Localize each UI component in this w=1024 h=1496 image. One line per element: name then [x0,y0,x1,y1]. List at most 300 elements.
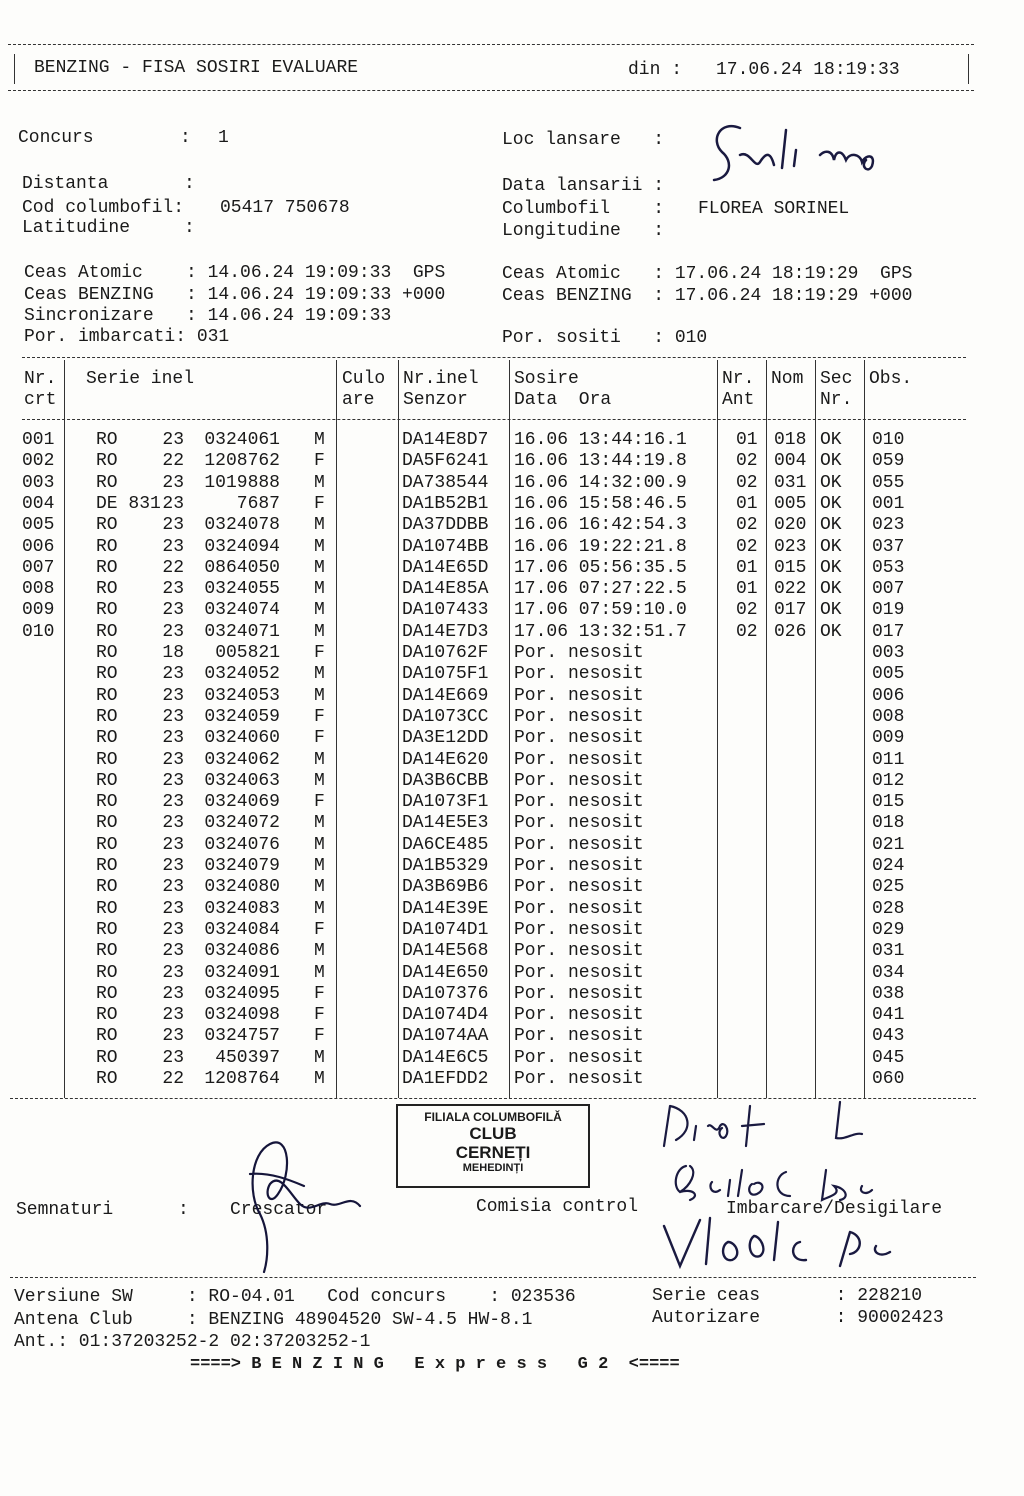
row-ring-number: 1208764 [204,1069,280,1089]
row-obs: 019 [872,600,905,621]
row-arrival: Por. nesosit [514,1069,644,1089]
row-sex: M [314,770,325,791]
row-year: 23 [162,685,184,706]
col-divider-3 [398,360,399,1098]
row-sex: M [314,579,325,600]
row-year: 23 [162,1026,184,1047]
row-arrival: Por. nesosit [514,962,644,983]
concurs-label: Concurs : [18,128,191,148]
row-arrival: 17.06 13:32:51.7 [514,621,687,642]
clock-line-2-left: Ceas BENZING : 14.06.24 19:09:33 +000 [24,285,446,305]
row-year: 23 [162,664,184,685]
row-year: 23 [162,1047,184,1068]
row-obs: 011 [872,749,905,770]
row-nr-crt: 004 [22,493,55,514]
footer-line-1-right: Serie ceas : 228210 [652,1286,923,1306]
row-sex: F [314,728,325,749]
row-year: 23 [162,600,184,621]
row-ring-number: 450397 [215,1047,280,1068]
row-sex: F [314,1005,325,1026]
row-sex: M [314,472,325,493]
row-sex: M [314,664,325,685]
row-obs: 034 [872,962,905,983]
row-arrival: Por. nesosit [514,664,644,685]
comisia-signatures [650,1096,970,1276]
row-country: RO [96,919,118,940]
longitudine-label: Longitudine : [502,221,665,241]
row-year: 23 [162,770,184,791]
header-nom: Nom [771,369,804,389]
row-country: RO [96,941,118,962]
row-sensor: DA5F6241 [402,451,489,472]
row-year: 22 [162,451,184,472]
header-sec-nr: Nr. [820,390,853,410]
row-ring-number: 0324062 [204,749,280,770]
row-country: RO [96,877,118,898]
col-divider-7 [815,360,816,1098]
row-sex: M [314,941,325,962]
row-nr-crt: 002 [22,451,55,472]
row-arrival: 16.06 19:22:21.8 [514,536,687,557]
row-nr-crt: 001 [22,430,55,450]
row-arrival: Por. nesosit [514,728,644,749]
row-ring-number: 0324063 [204,770,280,791]
clock-line-1-right: Ceas Atomic : 17.06.24 18:19:29 GPS [502,264,913,284]
row-sensor: DA6CE485 [402,834,489,855]
row-sex: M [314,685,325,706]
row-year: 23 [162,706,184,727]
clock-line-2-right: Ceas BENZING : 17.06.24 18:19:29 +000 [502,286,913,306]
row-antenna: 02 [736,515,758,536]
row-year: 23 [162,728,184,749]
footer-line-1-left: Versiune SW : RO-04.01 Cod concurs : 023536 [14,1287,576,1307]
row-year: 23 [162,962,184,983]
row-ring-number: 7687 [236,493,280,514]
data-lansarii-label: Data lansarii : [502,176,665,196]
header-top-rule [8,44,974,45]
loc-lansare-handwriting [700,110,890,190]
row-country: RO [96,1069,118,1089]
row-year: 23 [162,941,184,962]
row-country: RO [96,728,118,749]
row-country: RO [96,621,118,642]
row-obs: 007 [872,579,905,600]
row-sensor: DA1075F1 [402,664,489,685]
row-country: RO [96,813,118,834]
row-sensor: DA1074AA [402,1026,489,1047]
imbarcare-desigilare-label: Imbarcare/Desigilare [726,1199,943,1219]
row-nom: 022 [774,579,807,600]
header-sosire: Sosire [514,369,579,389]
row-country: RO [96,643,118,663]
row-arrival: 17.06 07:59:10.0 [514,600,687,621]
row-obs: 059 [872,451,905,472]
row-sec: OK [820,536,842,557]
row-year: 23 [162,749,184,770]
comisia-control-label: Comisia control [476,1197,639,1217]
row-sec: OK [820,451,842,472]
row-antenna: 01 [736,579,758,600]
row-arrival: 16.06 14:32:00.9 [514,472,687,493]
footer-line-2-right: Autorizare : 90002423 [652,1308,944,1328]
row-nom: 018 [774,430,807,450]
row-obs: 053 [872,557,905,578]
row-obs: 029 [872,919,905,940]
row-year: 23 [162,621,184,642]
signatures-bottom-rule [10,1277,976,1278]
header-culoare: Culo [342,369,386,389]
row-ring-number: 0324052 [204,664,280,685]
header-bottom-rule [8,90,974,91]
row-ring-number: 0324080 [204,877,280,898]
row-sensor: DA3B69B6 [402,877,489,898]
footer-line-2-left: Antena Club : BENZING 48904520 SW-4.5 HW-8.1 [14,1310,533,1330]
row-country: RO [96,834,118,855]
col-divider-1 [64,360,65,1098]
header-nr-crt: Nr. [24,369,57,389]
row-sec: OK [820,621,842,642]
stamp-line-3: CERNEȚI [455,1143,531,1162]
row-sensor: DA14E669 [402,685,489,706]
stamp-line-4: MEHEDINȚI [462,1162,524,1174]
row-arrival: Por. nesosit [514,1026,644,1047]
row-ring-number: 0324078 [204,515,280,536]
row-sex: M [314,600,325,621]
row-sensor: DA3E12DD [402,728,489,749]
row-year: 22 [162,1069,184,1089]
row-obs: 018 [872,813,905,834]
row-nr-crt: 007 [22,557,55,578]
row-sex: F [314,983,325,1004]
row-obs: 045 [872,1047,905,1068]
row-sec: OK [820,600,842,621]
row-nr-crt: 008 [22,579,55,600]
row-country: RO [96,770,118,791]
row-ring-number: 0324084 [204,919,280,940]
row-obs: 001 [872,493,905,514]
row-ring-number: 0324060 [204,728,280,749]
row-obs: 009 [872,728,905,749]
row-nom: 005 [774,493,807,514]
row-nr-crt: 009 [22,600,55,621]
row-sensor: DA1B52B1 [402,493,489,514]
row-sex: F [314,706,325,727]
row-year: 23 [162,919,184,940]
loc-lansare-label: Loc lansare : [502,130,665,150]
header-nr-crt-2: crt [24,390,57,410]
col-divider-2 [336,360,337,1098]
row-ring-number: 0864050 [204,557,280,578]
row-arrival: Por. nesosit [514,749,644,770]
concurs-value: 1 [218,128,229,148]
row-sensor: DA1073F1 [402,792,489,813]
row-year: 23 [162,579,184,600]
row-antenna: 02 [736,536,758,557]
row-sec: OK [820,493,842,514]
row-sensor: DA14E39E [402,898,489,919]
row-sensor: DA14E5E3 [402,813,489,834]
row-sex: F [314,643,325,663]
distanta-label: Distanta : [22,174,195,194]
header-culoare-2: are [342,390,375,410]
club-stamp [396,1104,590,1188]
row-country: RO [96,685,118,706]
row-arrival: 16.06 13:44:16.1 [514,430,687,450]
row-year: 23 [162,430,184,450]
row-year: 23 [162,792,184,813]
row-arrival: 16.06 16:42:54.3 [514,515,687,536]
col-divider-5 [717,360,718,1098]
row-arrival: Por. nesosit [514,685,644,706]
row-obs: 005 [872,664,905,685]
row-year: 23 [162,536,184,557]
col-divider-6 [766,360,767,1098]
row-year: 23 [162,898,184,919]
row-arrival: Por. nesosit [514,643,644,663]
row-ring-number: 0324053 [204,685,280,706]
row-sex: F [314,1026,325,1047]
header-nr-ant: Nr. [722,369,755,389]
row-ring-number: 005821 [215,643,280,663]
row-antenna: 02 [736,451,758,472]
row-nom: 031 [774,472,807,493]
row-country: RO [96,706,118,727]
sositi-line: Por. sositi : 010 [502,328,708,348]
row-ring-number: 0324094 [204,536,280,557]
row-ring-number: 1019888 [204,472,280,493]
header-nr-inel: Nr.inel [403,369,479,389]
row-sex: M [314,1047,325,1068]
row-obs: 012 [872,770,905,791]
col-divider-8 [864,360,865,1098]
row-nom: 023 [774,536,807,557]
row-obs: 025 [872,877,905,898]
header-ant: Ant [722,390,755,410]
row-obs: 008 [872,706,905,727]
row-arrival: Por. nesosit [514,1005,644,1026]
col-divider-4 [509,360,510,1098]
row-ring-number: 0324076 [204,834,280,855]
row-sex: F [314,792,325,813]
row-nr-crt: 005 [22,515,55,536]
cod-columbofil-value: 05417 750678 [220,198,350,218]
row-year: 23 [162,515,184,536]
row-sex: M [314,898,325,919]
row-country: RO [96,579,118,600]
row-ring-number: 0324095 [204,983,280,1004]
row-arrival: Por. nesosit [514,919,644,940]
row-arrival: 16.06 15:58:46.5 [514,493,687,514]
table-header-rule [22,419,966,420]
row-nr-crt: 003 [22,472,55,493]
row-obs: 055 [872,472,905,493]
row-arrival: 16.06 13:44:19.8 [514,451,687,472]
header-senzor: Senzor [403,390,468,410]
row-sensor: DA14E6C5 [402,1047,489,1068]
row-ring-number: 0324083 [204,898,280,919]
row-arrival: Por. nesosit [514,856,644,876]
row-country: RO [96,515,118,536]
row-year: 23 [162,1005,184,1026]
row-obs: 006 [872,685,905,706]
row-ring-number: 0324069 [204,792,280,813]
row-ring-number: 0324071 [204,621,280,642]
row-obs: 031 [872,941,905,962]
row-year: 23 [162,877,184,898]
row-year: 23 [162,813,184,834]
row-obs: 024 [872,856,905,876]
row-year: 23 [162,856,184,876]
row-arrival: Por. nesosit [514,706,644,727]
row-country: RO [96,664,118,685]
row-arrival: Por. nesosit [514,941,644,962]
row-ring-number: 0324091 [204,962,280,983]
row-sex: M [314,515,325,536]
row-arrival: Por. nesosit [514,792,644,813]
row-ring-number: 0324074 [204,600,280,621]
document-title: BENZING - FISA SOSIRI EVALUARE [34,58,359,78]
row-sex: M [314,877,325,898]
row-sex: M [314,834,325,855]
row-country: RO [96,1026,118,1047]
row-sex: M [314,536,325,557]
row-arrival: Por. nesosit [514,898,644,919]
row-ring-number: 0324079 [204,856,280,876]
row-sensor: DA1B5329 [402,856,489,876]
row-sex: M [314,430,325,450]
row-ring-number: 0324061 [204,430,280,450]
row-year: 23 [162,472,184,493]
row-antenna: 01 [736,493,758,514]
row-obs: 037 [872,536,905,557]
row-sensor: DA1EFDD2 [402,1069,489,1089]
row-country: RO [96,1047,118,1068]
row-year: 18 [162,643,184,663]
row-sex: M [314,749,325,770]
row-sex: M [314,962,325,983]
row-arrival: 17.06 07:27:22.5 [514,579,687,600]
row-country: RO [96,600,118,621]
row-antenna: 02 [736,472,758,493]
row-nr-crt: 006 [22,536,55,557]
row-sensor: DA14E7D3 [402,621,489,642]
columbofil-label: Columbofil : [502,199,665,219]
row-nr-crt: 010 [22,621,55,642]
header-data-ora: Data Ora [514,390,612,410]
row-arrival: Por. nesosit [514,834,644,855]
semnaturi-label: Semnaturi : [16,1200,189,1220]
row-ring-number: 0324086 [204,941,280,962]
row-ring-number: 0324098 [204,1005,280,1026]
row-sex: F [314,919,325,940]
row-sensor: DA14E85A [402,579,489,600]
row-sensor: DA107376 [402,983,489,1004]
row-country: RO [96,536,118,557]
row-obs: 043 [872,1026,905,1047]
row-sec: OK [820,579,842,600]
row-sec: OK [820,515,842,536]
row-sensor: DA14E568 [402,941,489,962]
row-year: 23 [162,493,184,514]
row-country: RO [96,430,118,450]
date-value: 17.06.24 18:19:33 [716,60,900,80]
row-antenna: 01 [736,557,758,578]
row-sensor: DA738544 [402,472,489,493]
row-arrival: Por. nesosit [514,983,644,1004]
clock-line-3-left: Sincronizare : 14.06.24 19:09:33 [24,306,392,326]
header-serie-inel: Serie inel [86,369,195,389]
row-sec: OK [820,472,842,493]
row-ring-number: 1208762 [204,451,280,472]
row-sex: M [314,557,325,578]
stamp-line-1: FILIALA COLUMBOFILĂ [424,1110,562,1124]
row-country: RO [96,962,118,983]
row-obs: 038 [872,983,905,1004]
row-country: RO [96,898,118,919]
row-arrival: Por. nesosit [514,770,644,791]
row-sex: M [314,621,325,642]
header-right-border [968,54,969,84]
footer-benzing-banner: ====> B E N Z I N G E x p r e s s G 2 <==== [190,1355,680,1374]
row-sensor: DA14E8D7 [402,430,489,450]
row-nom: 015 [774,557,807,578]
row-year: 23 [162,834,184,855]
row-sex: M [314,856,325,876]
header-sec: Sec [820,369,853,389]
row-sensor: DA1074D1 [402,919,489,940]
row-obs: 017 [872,621,905,642]
date-label: din : [628,60,683,80]
row-sex: M [314,1069,325,1089]
row-arrival: Por. nesosit [514,877,644,898]
header-left-border [14,54,15,84]
row-ring-number: 0324059 [204,706,280,727]
row-sensor: DA14E650 [402,962,489,983]
row-nom: 017 [774,600,807,621]
row-country: RO [96,451,118,472]
row-sec: OK [820,557,842,578]
row-sensor: DA14E65D [402,557,489,578]
row-sensor: DA107433 [402,600,489,621]
table-top-rule [22,357,966,358]
row-country: RO [96,1005,118,1026]
row-country: RO [96,557,118,578]
crescator-label: Crescator [230,1200,328,1220]
row-sensor: DA37DDBB [402,515,489,536]
row-year: 23 [162,983,184,1004]
row-obs: 028 [872,898,905,919]
row-nom: 020 [774,515,807,536]
row-antenna: 02 [736,621,758,642]
cod-columbofil-label: Cod columbofil: [22,198,185,218]
stamp-line-2: CLUB [469,1124,517,1143]
row-ring-number: 0324072 [204,813,280,834]
row-obs: 023 [872,515,905,536]
row-arrival: 17.06 05:56:35.5 [514,557,687,578]
clock-line-1-left: Ceas Atomic : 14.06.24 19:09:33 GPS [24,263,446,283]
row-nom: 004 [774,451,807,472]
row-obs: 010 [872,430,905,450]
row-sec: OK [820,430,842,450]
row-ring-number: 0324055 [204,579,280,600]
columbofil-value: FLOREA SORINEL [698,199,850,219]
row-arrival: Por. nesosit [514,1047,644,1068]
footer-antenna-line: Ant.: 01:37203252-2 02:37203252-1 [14,1332,371,1352]
row-obs: 021 [872,834,905,855]
row-year: 22 [162,557,184,578]
row-sensor: DA1074BB [402,536,489,557]
row-country: RO [96,472,118,493]
